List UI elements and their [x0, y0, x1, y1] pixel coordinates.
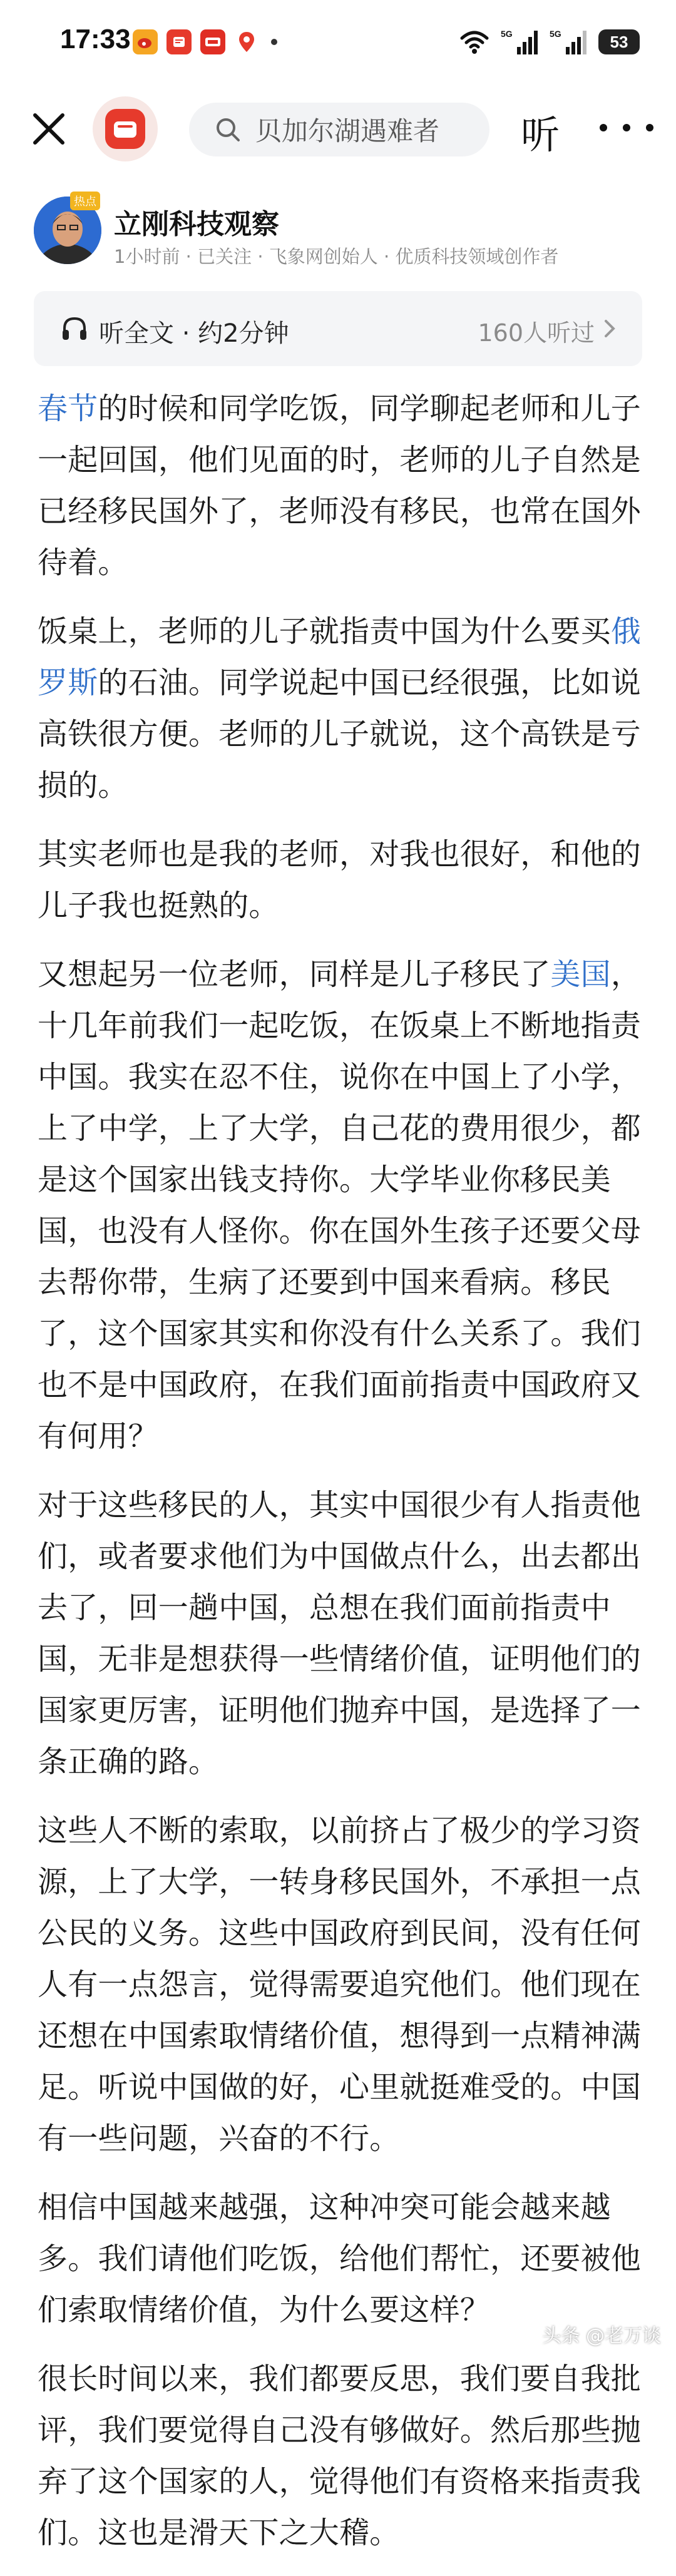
listen-full-text-bar[interactable] — [34, 291, 642, 366]
more-options-button[interactable] — [600, 115, 653, 140]
weibo-icon — [133, 29, 158, 54]
search-placeholder: 贝加尔湖遇难者 — [255, 116, 440, 146]
signal-icon — [501, 28, 538, 56]
app-logo-icon — [105, 109, 145, 149]
dot-indicator — [268, 29, 280, 54]
paragraph-text: 饭桌上，老师的儿子就指责中国为什么要买 — [38, 614, 611, 649]
watermark-text: 头条 @老万谈 — [542, 2325, 661, 2347]
close-button[interactable] — [26, 106, 71, 151]
shopping-app-icon — [200, 29, 225, 54]
listen-button[interactable]: 听 — [521, 112, 560, 158]
author-name[interactable]: 立刚科技观察 — [114, 208, 279, 240]
news-app-icon — [166, 29, 192, 54]
more-dot-icon — [623, 124, 630, 131]
status-bar — [0, 0, 676, 88]
article-paragraph — [38, 383, 642, 588]
article-body — [38, 383, 642, 2576]
battery-indicator: 53 — [598, 29, 640, 54]
notification-icons — [133, 28, 280, 56]
paragraph-text: 的石油。同学说起中国已经很强，比如说高铁很方便。老师的儿子就说，这个高铁是亏损的。 — [38, 665, 642, 803]
listen-count: 160人听过 — [478, 319, 595, 347]
listen-duration-label: 听全文 · 约2分钟 — [99, 319, 289, 348]
article-paragraph: 相信中国越来越强，这种冲突可能会越来越多。我们请他们吃饭，给他们帮忙，还要被他们索取情绪价值，为什么要这样？ — [38, 2190, 642, 2328]
status-time: 17:33 — [60, 24, 131, 54]
article-paragraph: 很长时间以来，我们都要反思，我们要自我批评，我们要觉得自己没有够做好。然后那些抛弃了这个国家的人，觉得他们有资格来指责我们。这也是滑天下之大稽。 — [38, 2361, 642, 2550]
paragraph-text: 的时候和同学吃饭，同学聊起老师和儿子一起回国，他们见面的时，老师的儿子自然是已经移民国外了，老师没有移民，也常在国外待着。 — [38, 391, 642, 580]
svg-text:5G: 5G — [501, 29, 513, 39]
paragraph-text: 又想起另一位老师，同样是儿子移民了 — [38, 957, 551, 992]
article-paragraph — [38, 949, 642, 1462]
author-row — [0, 188, 676, 282]
watermark — [542, 2320, 661, 2348]
keyword-link[interactable]: 美国 — [550, 957, 611, 992]
paragraph-text: ，十几年前我们一起吃饭，在饭桌上不断地指责中国。我实在忍不住，说你在中国上了小学，上了中学，上了大学，自己花的费用很少，都是这个国家出钱支持你。大学毕业你移民美国，也没有人怪你。你在国外生孩子还要父母去帮你带，生病了还要到中国来看病。移民了，这个国家其实和你没有什么关系了。我们也不是中国政府，在我们面前指责中国政府又有何用？ — [38, 957, 642, 1454]
wifi-icon — [459, 29, 489, 54]
close-icon — [31, 111, 66, 146]
article-paragraph: 对于这些移民的人，其实中国很少有人指责他们，或者要求他们为中国做点什么，出去都出去了，回一趟中国，总想在我们面前指责中国，无非是想获得一些情绪价值，证明他们的国家更厉害，证明他们抛弃中国，是选择了一条正确的路。 — [38, 1488, 642, 1779]
search-input[interactable] — [189, 103, 489, 156]
more-dot-icon — [646, 124, 653, 131]
more-dot-icon — [600, 124, 607, 131]
author-meta: 1小时前 · 已关注 · 飞象网创始人 · 优质科技领域创作者 — [114, 246, 559, 267]
location-icon — [234, 29, 259, 54]
headphone-icon — [61, 316, 88, 341]
article-paragraph — [38, 606, 642, 811]
keyword-link[interactable]: 俄罗斯 — [38, 614, 642, 700]
keyword-link[interactable]: 春节 — [38, 391, 98, 426]
avatar-badge: 热点 — [70, 192, 100, 210]
signal-icon-2 — [550, 28, 587, 56]
chevron-right-icon — [602, 319, 617, 339]
status-right — [459, 26, 640, 58]
article-paragraph: 其实老师也是我的老师，对我也很好，和他的儿子我也挺熟的。 — [38, 837, 642, 923]
app-logo-button[interactable] — [93, 96, 158, 161]
article-paragraph: 这些人不断的索取，以前挤占了极少的学习资源，上了大学，一转身移民国外，不承担一点公民的义务。这些中国政府到民间，没有任何人有一点怨言，觉得需要追究他们。他们现在还想在中国索取情绪价值，想得到一点精神满足。听说中国做的好，心里就挺难受的。中国有一些问题，兴奋的不行。 — [38, 1813, 642, 2156]
search-icon — [214, 116, 242, 143]
nav-bar — [0, 88, 676, 172]
svg-text:5G: 5G — [550, 29, 561, 39]
